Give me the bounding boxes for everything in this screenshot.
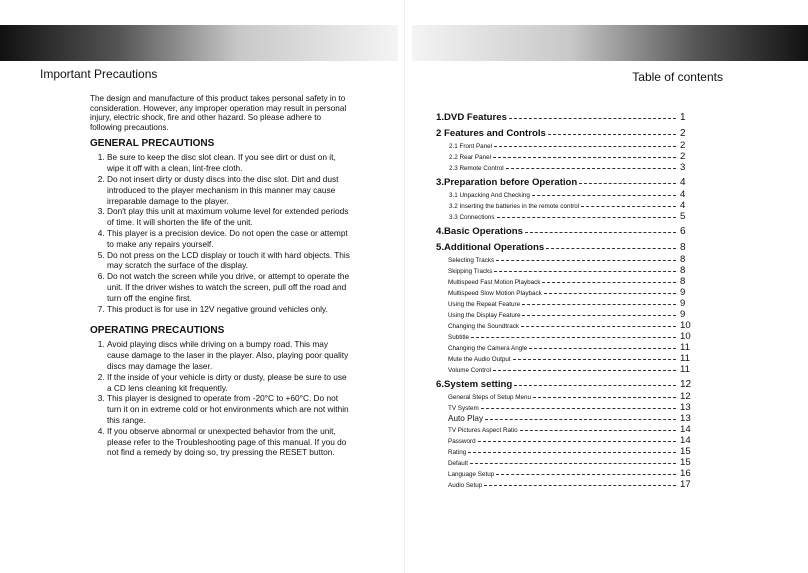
toc-entry-page: 8 bbox=[680, 242, 686, 253]
toc-entry[interactable] bbox=[436, 112, 692, 124]
toc-entry-label: Subtitle bbox=[448, 334, 470, 341]
list-item: 1. Be sure to keep the disc slot clean. If you see dirt or dust on it, wipe it off with a clean, lint-free cloth. bbox=[107, 152, 350, 174]
toc-entry-page: 4 bbox=[680, 200, 686, 211]
toc-entry-page: 5 bbox=[680, 211, 686, 222]
toc-entry-page: 15 bbox=[680, 446, 691, 457]
toc-entry[interactable] bbox=[436, 254, 692, 265]
toc-entry-page: 4 bbox=[680, 177, 686, 188]
toc-leader bbox=[532, 195, 676, 196]
toc-entry-label: Multispeed Fast Motion Playback bbox=[448, 279, 541, 286]
toc-entry-page: 14 bbox=[680, 424, 691, 435]
toc-entry[interactable] bbox=[436, 331, 692, 342]
toc-entry-label: 3.Preparation before Operation bbox=[436, 177, 578, 188]
toc-entry-page: 14 bbox=[680, 435, 691, 446]
toc-leader bbox=[513, 359, 676, 360]
toc-leader bbox=[484, 485, 676, 486]
toc-entry-page: 4 bbox=[680, 189, 686, 200]
toc-entry-label: Volume Control bbox=[448, 367, 492, 374]
toc-entry-page: 8 bbox=[680, 254, 686, 265]
toc-entry[interactable] bbox=[436, 446, 692, 457]
toc-leader bbox=[471, 337, 676, 338]
toc-entry-label: TV System bbox=[448, 405, 479, 412]
toc-entry[interactable] bbox=[436, 189, 692, 200]
precautions-page bbox=[90, 94, 350, 458]
toc-entry-page: 2 bbox=[680, 128, 686, 139]
toc-entry-page: 12 bbox=[680, 391, 691, 402]
list-item: 2. If the inside of your vehicle is dirty or dusty, please be sure to use a CD lens cleaning kit frequently. bbox=[107, 372, 350, 394]
toc-entry-label: Language Setup bbox=[448, 471, 495, 478]
toc-entry-label: Skipping Tracks bbox=[448, 268, 493, 275]
page-title-right: Table of contents bbox=[632, 70, 723, 84]
toc-leader bbox=[525, 232, 676, 233]
toc-leader bbox=[470, 463, 676, 464]
toc-leader bbox=[514, 385, 676, 386]
toc-entry-page: 8 bbox=[680, 276, 686, 287]
toc-entry-label: Auto Play bbox=[448, 414, 484, 423]
toc-leader bbox=[468, 452, 676, 453]
toc-entry[interactable] bbox=[436, 200, 692, 211]
toc-entry-page: 15 bbox=[680, 457, 691, 468]
toc-leader bbox=[493, 157, 676, 158]
toc-leader bbox=[509, 118, 676, 119]
toc-entry[interactable] bbox=[436, 424, 692, 435]
toc-leader bbox=[546, 248, 676, 249]
toc-entry-label: Default bbox=[448, 460, 468, 467]
toc-leader bbox=[478, 441, 676, 442]
toc-entry[interactable] bbox=[436, 276, 692, 287]
toc-leader bbox=[494, 271, 676, 272]
toc-entry[interactable] bbox=[436, 402, 692, 413]
toc-leader bbox=[542, 282, 676, 283]
toc-entry-page: 1 bbox=[680, 112, 686, 123]
toc-entry-page: 11 bbox=[680, 364, 690, 375]
toc-leader bbox=[522, 315, 676, 316]
list-item: 3. This player is designed to operate from -20°C to +60°C. Do not turn it on in extreme cold or hot environments which are not within this range. bbox=[107, 393, 350, 425]
toc-entry-label: Password bbox=[448, 438, 476, 445]
toc-entry-label: Changing the Camera Angle bbox=[448, 345, 528, 352]
toc-leader bbox=[581, 206, 676, 207]
list-item: 4. This player is a precision device. Do not open the case or attempt to make any repairs yourself. bbox=[107, 228, 350, 250]
operating-precautions-list bbox=[90, 339, 350, 458]
toc-entry-page: 2 bbox=[680, 140, 686, 151]
header-band-right bbox=[412, 25, 808, 61]
toc-entry-page: 10 bbox=[680, 331, 691, 342]
toc-entry[interactable] bbox=[436, 379, 692, 391]
header-band-left bbox=[0, 25, 398, 61]
page-title-left: Important Precautions bbox=[40, 67, 158, 81]
intro-paragraph: The design and manufacture of this product takes personal safety in to consideration. However, any improper operation may result in personal injury, electric shock, fire and other hazard. So please adhere to following precautions. bbox=[90, 94, 347, 132]
toc-entry[interactable] bbox=[436, 391, 692, 402]
toc-leader bbox=[494, 146, 676, 147]
table-of-contents bbox=[436, 108, 692, 490]
toc-entry-page: 13 bbox=[680, 413, 691, 424]
toc-entry-label: Multispeed Slow Motion Playback bbox=[448, 290, 542, 297]
toc-entry[interactable] bbox=[436, 364, 692, 375]
toc-entry-page: 17 bbox=[680, 479, 691, 490]
toc-entry[interactable] bbox=[436, 309, 692, 320]
toc-entry-label: 6.System setting bbox=[436, 379, 513, 390]
toc-entry-label: 2 Features and Controls bbox=[436, 128, 546, 139]
toc-entry[interactable] bbox=[436, 128, 692, 140]
toc-entry[interactable] bbox=[436, 226, 692, 238]
toc-entry[interactable] bbox=[436, 242, 692, 254]
toc-entry-page: 10 bbox=[680, 320, 691, 331]
toc-entry[interactable] bbox=[436, 479, 692, 490]
list-item: 2. Do not insert dirty or dusty discs into the disc slot. Dirt and dust introduced to the player mechanism in this manner may cause irreparable damage to the player. bbox=[107, 174, 350, 206]
toc-entry-label: 4.Basic Operations bbox=[436, 226, 523, 237]
toc-leader bbox=[544, 293, 676, 294]
toc-entry-page: 9 bbox=[680, 287, 686, 298]
general-precautions-list bbox=[90, 152, 350, 314]
toc-leader bbox=[485, 419, 676, 420]
toc-entry-page: 13 bbox=[680, 402, 691, 413]
toc-entry-page: 16 bbox=[680, 468, 691, 479]
toc-entry-page: 6 bbox=[680, 226, 686, 237]
toc-leader bbox=[497, 217, 676, 218]
list-item: 1. Avoid playing discs while driving on a bumpy road. This may cause damage to the laser in the player. Also, playing poor quality discs may damage the laser. bbox=[107, 339, 350, 371]
toc-entry[interactable] bbox=[436, 468, 692, 479]
toc-entry-label: Changing the Soundtrack bbox=[448, 323, 520, 330]
toc-leader bbox=[548, 134, 676, 135]
list-item: 7. This product is for use in 12V negative ground vehicles only. bbox=[107, 304, 350, 315]
list-item: 6. Do not watch the screen while you drive, or attempt to operate the unit. If the driver wishes to watch the screen, pull off the road and turn off the engine first. bbox=[107, 271, 350, 303]
toc-entry-label: Using the Display Feature bbox=[448, 312, 521, 319]
list-item: 4. If you observe abnormal or unexpected behavior from the unit, please refer to the Troubleshooting page of this manual. If you do not find a remedy by doing so, try pressing the RESET button. bbox=[107, 426, 350, 458]
toc-entry-label: 2.2 Rear Panel bbox=[449, 154, 492, 161]
toc-leader bbox=[529, 348, 676, 349]
toc-entry-label: 2.3 Remote Control bbox=[449, 165, 504, 172]
general-precautions-heading: GENERAL PRECAUTIONS bbox=[90, 138, 215, 150]
toc-entry-label: 1.DVD Features bbox=[436, 112, 507, 123]
toc-leader bbox=[533, 397, 676, 398]
toc-leader bbox=[481, 408, 676, 409]
toc-leader bbox=[522, 304, 676, 305]
list-item: 5. Do not press on the LCD display or touch it with hard objects. This may scratch the surface of the display. bbox=[107, 250, 350, 272]
toc-entry[interactable] bbox=[436, 413, 692, 424]
toc-entry[interactable] bbox=[436, 211, 692, 222]
toc-entry-label: TV Pictures Aspect Ratio bbox=[448, 427, 518, 434]
toc-entry-label: Mute the Audio Output bbox=[448, 356, 511, 363]
toc-entry[interactable] bbox=[436, 435, 692, 446]
toc-entry-label: General Steps of Setup Menu bbox=[448, 394, 531, 401]
toc-entry-page: 3 bbox=[680, 162, 686, 173]
toc-leader bbox=[496, 260, 676, 261]
toc-entry-page: 8 bbox=[680, 265, 686, 276]
toc-entry-label: 2.1 Front Panel bbox=[449, 143, 493, 150]
toc-entry-page: 11 bbox=[680, 342, 690, 353]
toc-entry-page: 2 bbox=[680, 151, 686, 162]
toc-entry-label: 3.1 Unpacking And Checking bbox=[449, 192, 530, 199]
toc-entry-label: 5.Additional Operations bbox=[436, 242, 545, 253]
toc-entry-page: 12 bbox=[680, 379, 692, 390]
toc-entry[interactable] bbox=[436, 342, 692, 353]
toc-entry-page: 9 bbox=[680, 298, 686, 309]
toc-entry-label: Audio Setup bbox=[448, 482, 483, 489]
toc-entry-label: Selecting Tracks bbox=[448, 257, 495, 264]
toc-entry[interactable] bbox=[436, 298, 692, 309]
toc-entry-label: 3.2 Inserting the batteries in the remote control bbox=[449, 203, 580, 210]
toc-entry-page: 9 bbox=[680, 309, 686, 320]
toc-entry[interactable] bbox=[436, 353, 692, 364]
list-item: 3. Don't play this unit at maximum volume level for extended periods of time. It will shorten the life of the unit. bbox=[107, 206, 350, 228]
toc-entry[interactable] bbox=[436, 265, 692, 276]
toc-entry-page: 11 bbox=[680, 353, 690, 364]
toc-leader bbox=[521, 326, 676, 327]
toc-leader bbox=[520, 430, 676, 431]
toc-entry[interactable] bbox=[436, 140, 692, 151]
page-spine bbox=[404, 0, 405, 573]
toc-entry[interactable] bbox=[436, 151, 692, 162]
toc-leader bbox=[493, 370, 676, 371]
toc-entry[interactable] bbox=[436, 320, 692, 331]
toc-entry[interactable] bbox=[436, 457, 692, 468]
toc-entry-label: Rating bbox=[448, 449, 467, 456]
toc-leader bbox=[579, 183, 676, 184]
operating-precautions-heading: OPERATING PRECAUTIONS bbox=[90, 325, 225, 337]
toc-entry-label: Using the Repeat Feature bbox=[448, 301, 521, 308]
toc-leader bbox=[506, 168, 676, 169]
toc-entry-label: 3.3 Connections bbox=[449, 214, 495, 221]
toc-entry[interactable] bbox=[436, 177, 692, 189]
toc-leader bbox=[496, 474, 676, 475]
toc-entry[interactable] bbox=[436, 287, 692, 298]
toc-entry[interactable] bbox=[436, 162, 692, 173]
